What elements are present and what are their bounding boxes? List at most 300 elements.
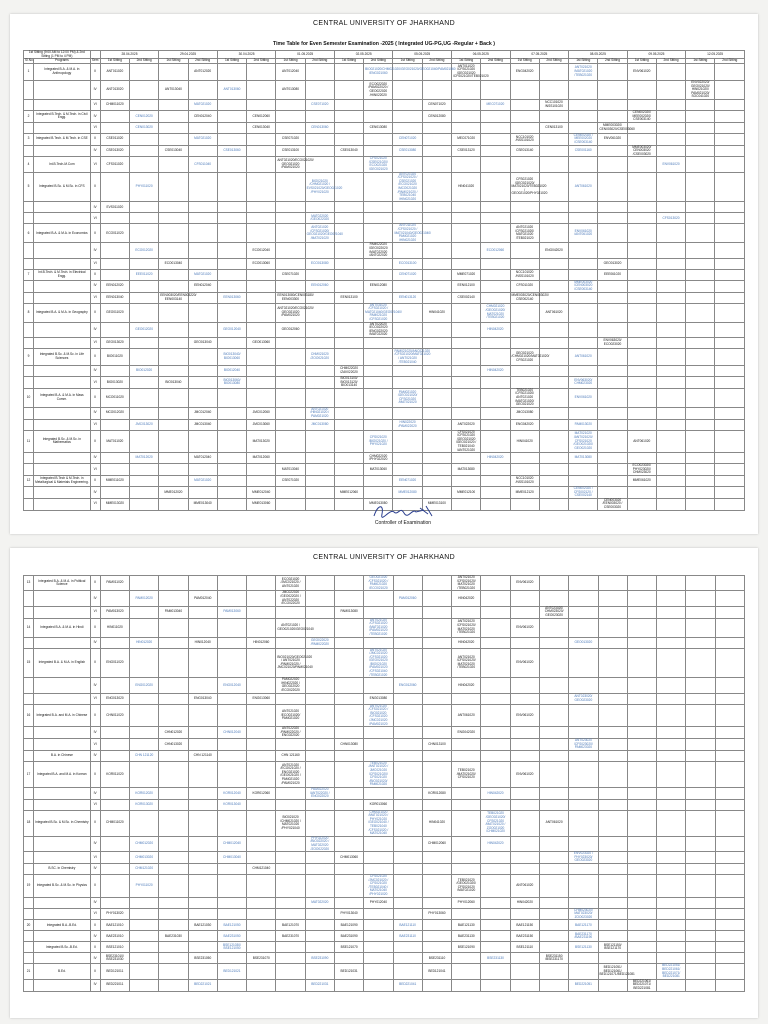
course-code-cell	[129, 407, 158, 419]
course-code-cell	[656, 419, 685, 430]
course-code-cell	[334, 836, 363, 851]
course-code-cell	[393, 80, 422, 99]
course-code-cell: ENG042020	[510, 419, 539, 430]
course-code-cell	[656, 377, 685, 389]
course-code-cell	[657, 704, 686, 727]
course-code-cell	[334, 897, 363, 908]
course-code-cell: MME012080	[393, 486, 422, 498]
course-code-cell: HIN011020	[100, 618, 129, 637]
course-code-cell: PAM022020 /HIN022020 / GEO022020 /ECO022020	[276, 678, 305, 693]
course-code-cell	[276, 738, 305, 750]
course-code-cell	[598, 407, 627, 419]
course-code-cell	[656, 475, 685, 486]
course-code-cell	[569, 498, 598, 510]
course-code-cell	[627, 80, 656, 99]
course-code-cell	[334, 280, 363, 292]
course-code-cell	[657, 920, 686, 931]
course-code-cell	[510, 80, 539, 99]
table-row	[24, 243, 745, 258]
course-code-cell	[159, 419, 188, 430]
course-code-cell	[188, 738, 217, 750]
course-code-cell	[598, 931, 627, 942]
course-code-cell	[305, 202, 334, 213]
course-code-cell	[334, 475, 363, 486]
course-code-cell	[627, 99, 656, 110]
semester: II	[90, 348, 100, 365]
course-code-cell	[393, 202, 422, 213]
course-code-cell	[188, 145, 217, 157]
course-code-cell: CEN012020	[129, 110, 158, 122]
course-code-cell	[130, 693, 159, 704]
course-code-cell: MAT013080	[452, 464, 481, 476]
course-code-cell	[159, 693, 188, 704]
course-code-cell	[276, 377, 305, 389]
serial-number	[24, 366, 34, 377]
course-code-cell: CSE013020	[100, 145, 129, 157]
course-code-cell: GEO022020 /PAM022020	[305, 637, 334, 648]
course-code-cell	[598, 377, 627, 389]
course-code-cell	[598, 704, 627, 727]
program-name: Integrated B.A. & M.A. in Political Science	[34, 576, 91, 591]
course-code-cell	[159, 618, 188, 637]
course-code-cell	[715, 648, 744, 678]
course-code-cell	[129, 133, 158, 145]
course-code-cell	[364, 348, 393, 365]
table-row	[24, 693, 745, 704]
course-code-cell	[452, 303, 481, 322]
course-code-cell	[627, 920, 656, 931]
course-code-cell	[217, 761, 246, 787]
table-row	[24, 145, 745, 157]
serial-number	[24, 453, 34, 464]
course-code-cell: ENG042020	[452, 727, 481, 739]
course-code-cell	[159, 157, 188, 172]
course-code-cell	[305, 761, 334, 787]
course-code-cell	[422, 486, 451, 498]
course-code-cell: BAE231150	[510, 931, 539, 942]
serial-number	[24, 486, 34, 498]
course-code-cell	[481, 750, 510, 761]
course-code-cell	[715, 799, 744, 810]
course-code-cell	[393, 864, 422, 875]
course-code-cell	[481, 920, 510, 931]
course-code-cell	[656, 122, 685, 133]
serial-number	[24, 897, 34, 908]
course-code-cell	[686, 464, 715, 476]
course-code-cell	[569, 407, 598, 419]
course-code-cell	[686, 908, 715, 920]
program-name	[34, 258, 91, 269]
course-code-cell	[334, 727, 363, 739]
course-code-cell: ENV061020	[510, 618, 539, 637]
course-code-cell	[217, 979, 246, 991]
timetable-table-page-2	[23, 575, 745, 992]
course-code-cell: ANT012040	[276, 63, 305, 80]
course-code-cell	[364, 942, 393, 953]
course-code-cell	[657, 897, 686, 908]
course-code-cell: HIN042020	[481, 322, 510, 337]
course-code-cell	[422, 606, 451, 618]
course-code-cell	[452, 836, 481, 851]
course-code-cell: ANT013020	[100, 80, 129, 99]
course-code-cell	[481, 475, 510, 486]
sno-header: Sl.No.	[25, 58, 34, 63]
date-header: 30.04.2025	[217, 51, 276, 59]
course-code-cell	[305, 377, 334, 389]
course-code-cell: ENV063020/ CHM023020	[569, 377, 598, 389]
course-code-cell	[627, 133, 656, 145]
semester: VI	[90, 258, 100, 269]
course-code-cell	[627, 498, 656, 510]
course-code-cell	[334, 419, 363, 430]
course-code-cell	[569, 704, 598, 727]
course-code-cell	[393, 576, 422, 591]
course-code-cell	[627, 258, 656, 269]
course-code-cell: ANT012020	[188, 63, 217, 80]
serial-number: 16	[24, 704, 34, 727]
course-code-cell	[364, 99, 393, 110]
course-code-cell	[159, 761, 188, 787]
course-code-cell: BED121051/ BED121061/ BED121071/BED121081	[598, 964, 627, 979]
course-code-cell	[539, 738, 568, 750]
course-code-cell	[627, 727, 656, 739]
course-code-cell: MME071020	[452, 269, 481, 280]
course-code-cell	[627, 453, 656, 464]
course-code-cell: BSE121110	[510, 942, 539, 953]
course-code-cell: ECO013060	[247, 258, 276, 269]
course-code-cell	[452, 224, 481, 243]
semester: II	[90, 133, 100, 145]
second-sitting-header: 2nd Sitting	[188, 59, 217, 64]
course-code-cell: MME013100	[422, 498, 451, 510]
course-code-cell	[657, 576, 686, 591]
course-code-cell	[656, 348, 685, 365]
course-code-cell	[188, 787, 217, 799]
course-code-cell: CSE013120	[452, 145, 481, 157]
semester: IV	[90, 897, 100, 908]
table-row	[24, 269, 745, 280]
course-code-cell	[100, 897, 129, 908]
program-name	[34, 852, 91, 864]
course-code-cell: BSE231010/ BSE231030	[100, 953, 129, 964]
course-code-cell	[159, 243, 188, 258]
course-code-cell: CHM013060	[334, 852, 363, 864]
table-row	[24, 637, 745, 648]
course-code-cell	[627, 836, 656, 851]
course-code-cell: MAT021020	[188, 133, 217, 145]
course-code-cell	[364, 606, 393, 618]
course-code-cell	[247, 322, 276, 337]
course-code-cell: HIN041020	[422, 303, 451, 322]
course-code-cell: BED221061/ BED221071/ BED221081	[627, 979, 656, 991]
course-code-cell: ANT013080	[276, 80, 305, 99]
course-code-cell: CHM121040	[247, 864, 276, 875]
first-sitting-header: 1st Sitting	[393, 59, 422, 64]
serial-number	[24, 864, 34, 875]
program-name: B.Ed.	[34, 964, 91, 979]
course-code-cell	[217, 337, 246, 348]
course-code-cell: ENG042020	[510, 63, 539, 80]
course-code-cell	[686, 498, 715, 510]
course-code-cell: ECO013100	[393, 258, 422, 269]
course-code-cell	[715, 172, 745, 202]
course-code-cell: ENG013020	[100, 693, 129, 704]
course-code-cell	[422, 475, 451, 486]
program-name	[34, 122, 91, 133]
course-code-cell	[247, 303, 276, 322]
course-code-cell	[656, 133, 685, 145]
course-code-cell	[657, 787, 686, 799]
semester: VI	[90, 157, 100, 172]
course-code-cell	[598, 648, 627, 678]
course-code-cell	[217, 133, 246, 145]
course-code-cell: ENG011020	[100, 648, 129, 678]
course-code-cell	[656, 110, 685, 122]
course-code-cell	[217, 750, 246, 761]
course-code-cell	[627, 224, 656, 243]
course-code-cell	[510, 852, 539, 864]
signature-image	[368, 502, 438, 522]
course-code-cell	[188, 377, 217, 389]
course-code-cell	[686, 852, 715, 864]
course-code-cell	[510, 157, 539, 172]
course-code-cell	[627, 388, 656, 407]
course-code-cell	[627, 292, 656, 303]
semester: IV	[90, 727, 100, 739]
course-code-cell	[569, 80, 598, 99]
program-name	[34, 678, 91, 693]
course-code-cell	[715, 464, 745, 476]
course-code-cell	[481, 407, 510, 419]
course-code-cell: CEN013020	[129, 122, 158, 133]
course-code-cell: BIO013100/ BIO013120/ BIO013140	[334, 377, 363, 389]
course-code-cell	[715, 122, 745, 133]
course-code-cell	[510, 213, 539, 224]
course-code-cell: ANT021020 /MAT021020 /TEB021020	[569, 63, 598, 80]
table-row	[24, 322, 745, 337]
course-code-cell	[247, 213, 276, 224]
course-code-cell	[393, 99, 422, 110]
serial-number: 7	[24, 269, 34, 280]
serial-number	[24, 931, 34, 942]
second-sitting-header: 2nd Sitting	[481, 59, 510, 64]
course-code-cell	[130, 618, 159, 637]
semester: II	[90, 269, 100, 280]
course-code-cell	[510, 453, 539, 464]
course-code-cell	[217, 704, 246, 727]
serial-number	[24, 852, 34, 864]
course-code-cell	[217, 475, 246, 486]
course-code-cell	[305, 591, 334, 606]
course-code-cell	[188, 836, 217, 851]
course-code-cell	[598, 213, 627, 224]
course-code-cell	[129, 464, 158, 476]
course-code-cell	[422, 576, 451, 591]
course-code-cell	[656, 269, 685, 280]
table-row	[24, 377, 745, 389]
course-code-cell	[627, 750, 656, 761]
course-code-cell	[422, 366, 451, 377]
course-code-cell	[422, 799, 451, 810]
course-code-cell	[539, 761, 568, 787]
course-code-cell	[481, 430, 510, 453]
course-code-cell	[598, 979, 627, 991]
course-code-cell	[217, 464, 246, 476]
course-code-cell	[305, 738, 334, 750]
course-code-cell	[422, 80, 451, 99]
course-code-cell	[510, 258, 539, 269]
course-code-cell: BAE121170	[569, 920, 598, 931]
course-code-cell	[657, 864, 686, 875]
date-header: 29.04.2025	[159, 51, 218, 59]
course-code-cell	[159, 303, 188, 322]
course-code-cell: BED121041	[422, 964, 451, 979]
course-code-cell: BED121021	[217, 964, 246, 979]
course-code-cell	[569, 953, 598, 964]
course-code-cell	[627, 576, 656, 591]
course-code-cell: PAM011020	[100, 576, 129, 591]
course-code-cell	[159, 224, 188, 243]
course-code-cell	[305, 693, 334, 704]
serial-number	[24, 280, 34, 292]
serial-number	[24, 787, 34, 799]
course-code-cell	[481, 693, 510, 704]
course-code-cell	[715, 430, 745, 453]
course-code-cell: MCO011020	[100, 388, 129, 407]
course-code-cell	[452, 810, 481, 836]
course-code-cell: ECO022020 /PAM022020 / GEO022020 /HIN022020	[364, 80, 393, 99]
course-code-cell: CFS011040	[188, 157, 217, 172]
table-row	[24, 704, 745, 727]
course-code-cell: ANT021020 /CFS021020/ MAT021020 /TEB021020	[452, 576, 481, 591]
course-code-cell	[656, 430, 685, 453]
course-code-cell	[100, 678, 129, 693]
course-code-cell: CHM121020	[130, 864, 159, 875]
course-code-cell	[539, 388, 568, 407]
course-code-cell: JMC013080	[510, 407, 539, 419]
table-row	[24, 430, 745, 453]
table-row	[24, 738, 745, 750]
course-code-cell: CSE002140	[452, 292, 481, 303]
course-code-cell	[481, 576, 510, 591]
course-code-cell: BSE231150 /BSE231170	[539, 953, 568, 964]
course-code-cell	[364, 172, 393, 202]
course-code-cell	[276, 202, 305, 213]
course-code-cell	[627, 202, 656, 213]
course-code-cell	[715, 920, 744, 931]
course-code-cell	[159, 464, 188, 476]
program-name: Integrated B.Tech & M.Tech. in Metallurgical & Materials Engineering.	[34, 475, 91, 486]
course-code-cell	[627, 648, 656, 678]
course-code-cell	[452, 953, 481, 964]
table-row	[24, 678, 745, 693]
date-header: 06.05.2025	[452, 51, 511, 59]
course-code-cell	[657, 836, 686, 851]
course-code-cell: CSE071020	[276, 475, 305, 486]
program-name: Integrated B.A. & M.A. in Geography	[34, 303, 91, 322]
course-code-cell: PHY012040	[364, 897, 393, 908]
course-code-cell	[305, 133, 334, 145]
course-code-cell: HIN041020	[422, 810, 451, 836]
course-code-cell	[217, 897, 246, 908]
course-code-cell	[217, 453, 246, 464]
course-code-cell	[715, 80, 745, 99]
course-code-cell	[656, 172, 685, 202]
first-sitting-header: 1st Sitting	[276, 59, 305, 64]
course-code-cell	[481, 964, 510, 979]
course-code-cell	[159, 63, 188, 80]
course-code-cell: PHY011020	[129, 172, 158, 202]
course-code-cell	[656, 258, 685, 269]
course-code-cell	[627, 637, 656, 648]
course-code-cell	[481, 213, 510, 224]
program-name	[34, 337, 91, 348]
course-code-cell	[217, 202, 246, 213]
course-code-cell	[686, 202, 715, 213]
course-code-cell	[334, 761, 363, 787]
course-code-cell: PAM021020/ANC021020 /CFS021020/MAT021020 / ANT021020 /TEB021040	[394, 348, 431, 364]
course-code-cell: MAT013080	[569, 453, 598, 464]
course-code-cell	[657, 908, 686, 920]
course-code-cell	[159, 348, 188, 365]
program-name: Integrated B.A.-B.Ed.	[34, 920, 91, 931]
course-code-cell	[159, 99, 188, 110]
timetable-title: Time Table for Even Semester Examination -2025 ( Integrated UG-PG,UG -Regular + Back )	[273, 41, 495, 47]
semester: II	[90, 388, 100, 407]
table-row	[24, 224, 745, 243]
course-code-cell: ENG013080	[364, 693, 393, 704]
program-name	[34, 693, 91, 704]
course-code-cell	[247, 810, 276, 836]
course-code-cell	[539, 430, 568, 453]
course-code-cell	[100, 852, 129, 864]
course-code-cell	[217, 864, 246, 875]
course-code-cell: ANT021020 /HIN021020 / PAM021020	[305, 407, 334, 419]
program-name	[34, 591, 91, 606]
program-name	[34, 738, 91, 750]
course-code-cell	[686, 475, 715, 486]
course-code-cell	[276, 99, 305, 110]
semester: VI	[90, 292, 100, 303]
program-name: Integrated B.A. & M.A. in Anthropology	[34, 63, 91, 80]
course-code-cell	[422, 648, 451, 678]
table-row	[24, 920, 745, 931]
course-code-cell	[510, 908, 539, 920]
course-code-cell: PAM012060	[393, 591, 422, 606]
course-code-cell	[715, 875, 744, 898]
course-code-cell	[569, 727, 598, 739]
course-code-cell	[422, 618, 451, 637]
course-code-cell	[159, 964, 188, 979]
course-code-cell	[569, 269, 598, 280]
course-code-cell	[510, 377, 539, 389]
course-code-cell	[715, 750, 744, 761]
semester: II	[90, 761, 100, 787]
course-code-cell	[393, 852, 422, 864]
course-code-cell: CHN012040	[217, 727, 246, 739]
course-code-cell	[159, 953, 188, 964]
course-code-cell	[510, 964, 539, 979]
course-code-cell	[393, 280, 422, 292]
table-row	[24, 953, 745, 964]
course-code-cell: CHM022020 /ZAV022020	[334, 366, 363, 377]
course-code-cell	[276, 110, 305, 122]
course-code-cell	[159, 172, 188, 202]
program-name	[34, 799, 91, 810]
course-code-cell	[452, 852, 481, 864]
course-code-cell	[334, 322, 363, 337]
table-row	[24, 852, 745, 864]
